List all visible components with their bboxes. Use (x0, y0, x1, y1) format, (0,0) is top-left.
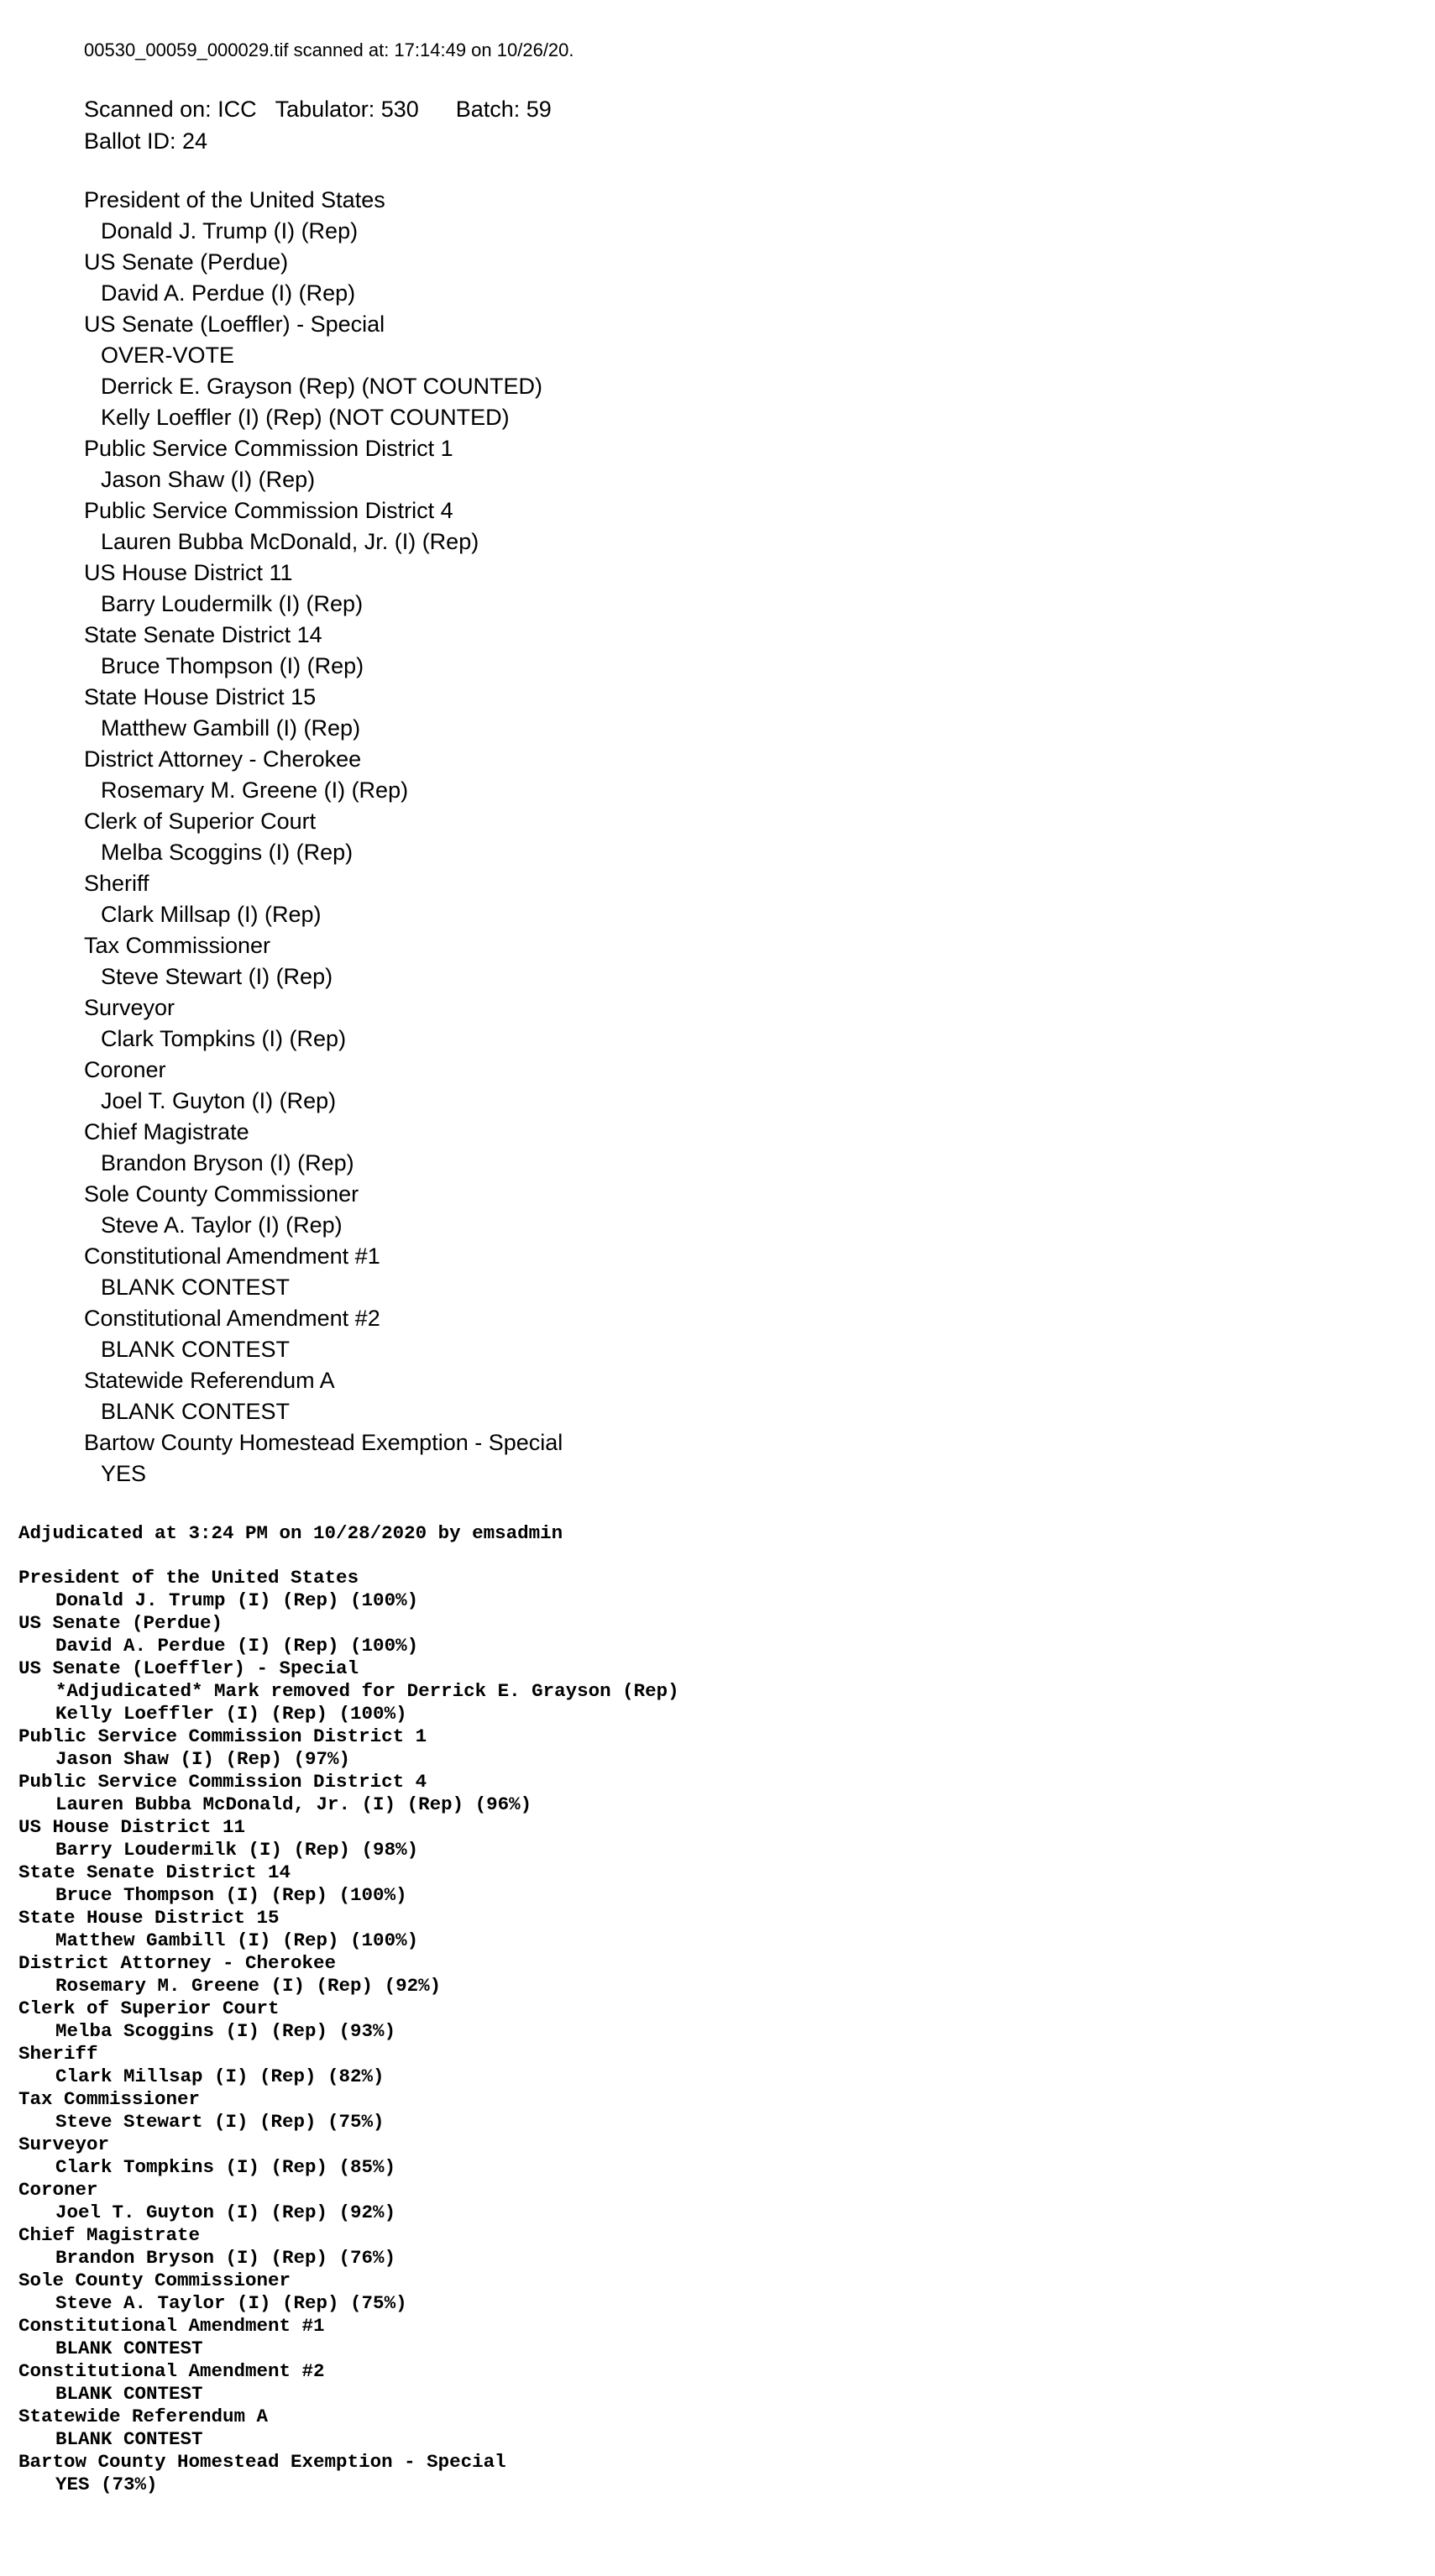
contest-block (84, 185, 1343, 247)
contest-title: Sheriff (84, 871, 149, 896)
contest-block (84, 1241, 1343, 1303)
contest-choice: David A. Perdue (I) (Rep) (100%) (55, 1635, 419, 1657)
tabulator: Tabulator: 530 (275, 97, 419, 122)
contest-title: US House District 11 (84, 560, 293, 585)
contest-title: Coroner (84, 1057, 166, 1082)
contest-block (84, 1117, 1343, 1179)
contest-title: State Senate District 14 (84, 622, 322, 647)
contest-block (18, 2406, 1362, 2451)
contest-title: Constitutional Amendment #1 (18, 2315, 325, 2337)
contest-title: President of the United States (84, 187, 385, 212)
scan-metadata (84, 93, 574, 157)
contest-block (84, 992, 1343, 1055)
contest-title: US Senate (Perdue) (84, 249, 289, 275)
contest-block (84, 1427, 1343, 1490)
contest-choice: David A. Perdue (I) (Rep) (101, 280, 356, 306)
contest-choice: Barry Loudermilk (I) (Rep) (98%) (55, 1839, 419, 1861)
contest-choice: Steve A. Taylor (I) (Rep) (101, 1212, 343, 1238)
contest-title: District Attorney - Cherokee (84, 746, 362, 772)
contest-title: Constitutional Amendment #2 (84, 1306, 380, 1331)
contest-title: US Senate (Loeffler) - Special (18, 1657, 359, 1679)
contest-choice: Clark Millsap (I) (Rep) (101, 902, 322, 927)
contest-choice: Brandon Bryson (I) (Rep) (76%) (55, 2247, 396, 2269)
contest-title: Statewide Referendum A (84, 1368, 335, 1393)
contest-choice: OVER-VOTE (101, 343, 235, 368)
contest-title: Chief Magistrate (84, 1119, 249, 1144)
contest-choice: Melba Scoggins (I) (Rep) (93%) (55, 2020, 396, 2042)
contest-title: Bartow County Homestead Exemption - Special (18, 2451, 506, 2473)
contest-block (18, 2179, 1362, 2224)
contest-choice: Matthew Gambill (I) (Rep) (101, 715, 361, 741)
contest-choice: Joel T. Guyton (I) (Rep) (101, 1088, 337, 1113)
contest-block (84, 309, 1343, 433)
contest-choice: Clark Tompkins (I) (Rep) (101, 1026, 347, 1051)
contest-choice: Matthew Gambill (I) (Rep) (100%) (55, 1929, 419, 1951)
contest-block (84, 620, 1343, 682)
contest-choice: Steve Stewart (I) (Rep) (101, 964, 333, 989)
contest-title: US Senate (Loeffler) - Special (84, 312, 385, 337)
contest-title: Surveyor (18, 2134, 110, 2155)
contest-choice: BLANK CONTEST (55, 2338, 203, 2359)
contest-title: District Attorney - Cherokee (18, 1952, 337, 1974)
contest-choice: YES (73%) (55, 2474, 158, 2495)
contest-choice: BLANK CONTEST (101, 1275, 291, 1300)
contest-choice: Kelly Loeffler (I) (Rep) (100%) (55, 1703, 407, 1725)
contest-title: Constitutional Amendment #1 (84, 1243, 380, 1269)
contest-choice: Donald J. Trump (I) (Rep) (101, 218, 359, 243)
contest-title: Clerk of Superior Court (18, 1997, 280, 2019)
contest-choice: *Adjudicated* Mark removed for Derrick E. Grayson (Rep) (55, 1680, 679, 1702)
contest-title: Public Service Commission District 4 (84, 498, 453, 523)
contest-choice: Bruce Thompson (I) (Rep) (101, 653, 364, 678)
scanned-contest-list (84, 185, 1343, 1490)
scan-info-line (84, 93, 574, 125)
scanned-on: Scanned on: ICC (84, 97, 257, 122)
contest-title: Constitutional Amendment #2 (18, 2360, 325, 2382)
contest-block (84, 682, 1343, 744)
contest-block (84, 1179, 1343, 1241)
contest-choice: Brandon Bryson (I) (Rep) (101, 1150, 354, 1175)
contest-title: State House District 15 (84, 684, 317, 709)
contest-block (18, 2224, 1362, 2270)
contest-choice: Joel T. Guyton (I) (Rep) (92%) (55, 2202, 396, 2223)
contest-block (18, 1997, 1362, 2043)
contest-title: US Senate (Perdue) (18, 1612, 223, 1634)
batch: Batch: 59 (455, 97, 552, 122)
contest-title: Public Service Commission District 1 (18, 1725, 427, 1747)
contest-block (18, 1567, 1362, 1612)
contest-block (84, 1365, 1343, 1427)
contest-block (18, 1612, 1362, 1657)
contest-title: Sole County Commissioner (84, 1181, 359, 1207)
contest-choice: Barry Loudermilk (I) (Rep) (101, 591, 364, 616)
contest-choice: Derrick E. Grayson (Rep) (NOT COUNTED) (101, 374, 543, 399)
contest-block (18, 1952, 1362, 1997)
contest-block (84, 433, 1343, 495)
contest-block (18, 2451, 1362, 2496)
contest-block (84, 558, 1343, 620)
contest-choice: Jason Shaw (I) (Rep) (101, 467, 316, 492)
contest-block (18, 2043, 1362, 2088)
contest-choice: YES (101, 1461, 147, 1486)
contest-title: Public Service Commission District 4 (18, 1771, 427, 1793)
adjudication-line: Adjudicated at 3:24 PM on 10/28/2020 by emsadmin (18, 1522, 563, 1544)
contest-title: State Senate District 14 (18, 1861, 291, 1883)
contest-block (18, 1771, 1362, 1816)
contest-choice: Rosemary M. Greene (I) (Rep) (101, 778, 409, 803)
contest-title: Chief Magistrate (18, 2224, 201, 2246)
contest-choice: BLANK CONTEST (55, 2428, 203, 2450)
contest-block (84, 247, 1343, 309)
contest-block (84, 1303, 1343, 1365)
contest-choice: Donald J. Trump (I) (Rep) (100%) (55, 1589, 419, 1611)
contest-title: Public Service Commission District 1 (84, 436, 453, 461)
contest-block (84, 930, 1343, 992)
contest-choice: BLANK CONTEST (55, 2383, 203, 2405)
contest-block (84, 868, 1343, 930)
contest-choice: Lauren Bubba McDonald, Jr. (I) (Rep) (101, 529, 479, 554)
contest-block (18, 1725, 1362, 1771)
contest-choice: Melba Scoggins (I) (Rep) (101, 840, 354, 865)
contest-block (84, 495, 1343, 558)
scanned-at-line: 00530_00059_000029.tif scanned at: 17:14:49 on 10/26/20. (84, 39, 574, 60)
contest-choice: Jason Shaw (I) (Rep) (97%) (55, 1748, 351, 1770)
contest-title: US House District 11 (18, 1816, 246, 1838)
contest-title: Sole County Commissioner (18, 2270, 291, 2291)
contest-block (84, 1055, 1343, 1117)
contest-title: Sheriff (18, 2043, 98, 2065)
contest-block (18, 2360, 1362, 2406)
contest-block (18, 2134, 1362, 2179)
contest-block (18, 1861, 1362, 1907)
contest-title: State House District 15 (18, 1907, 280, 1929)
contest-choice: Bruce Thompson (I) (Rep) (100%) (55, 1884, 407, 1906)
contest-choice: Lauren Bubba McDonald, Jr. (I) (Rep) (96%) (55, 1793, 532, 1815)
contest-block (18, 2088, 1362, 2134)
contest-title: Tax Commissioner (18, 2088, 201, 2110)
ballot-id: Ballot ID: 24 (84, 128, 208, 154)
contest-choice: Kelly Loeffler (I) (Rep) (NOT COUNTED) (101, 405, 510, 430)
contest-block (18, 1816, 1362, 1861)
contest-block (18, 2270, 1362, 2315)
contest-choice: BLANK CONTEST (101, 1399, 291, 1424)
contest-title: Statewide Referendum A (18, 2406, 269, 2427)
contest-title: Tax Commissioner (84, 933, 271, 958)
contest-title: Coroner (18, 2179, 98, 2201)
contest-choice: Clark Millsap (I) (Rep) (82%) (55, 2066, 385, 2087)
contest-choice: Steve Stewart (I) (Rep) (75%) (55, 2111, 385, 2133)
contest-title: President of the United States (18, 1567, 359, 1589)
contest-choice: Steve A. Taylor (I) (Rep) (75%) (55, 2292, 407, 2314)
contest-block (18, 1907, 1362, 1952)
contest-choice: Rosemary M. Greene (I) (Rep) (92%) (55, 1975, 442, 1997)
contest-title: Bartow County Homestead Exemption - Special (84, 1430, 563, 1455)
contest-block (84, 806, 1343, 868)
contest-block (18, 1657, 1362, 1725)
contest-choice: BLANK CONTEST (101, 1337, 291, 1362)
contest-choice: Clark Tompkins (I) (Rep) (85%) (55, 2156, 396, 2178)
ballot-header (84, 38, 574, 157)
contest-title: Surveyor (84, 995, 175, 1020)
contest-block (18, 2315, 1362, 2360)
contest-block (84, 744, 1343, 806)
adjudicated-contest-list (18, 1567, 1362, 2496)
contest-title: Clerk of Superior Court (84, 809, 317, 834)
